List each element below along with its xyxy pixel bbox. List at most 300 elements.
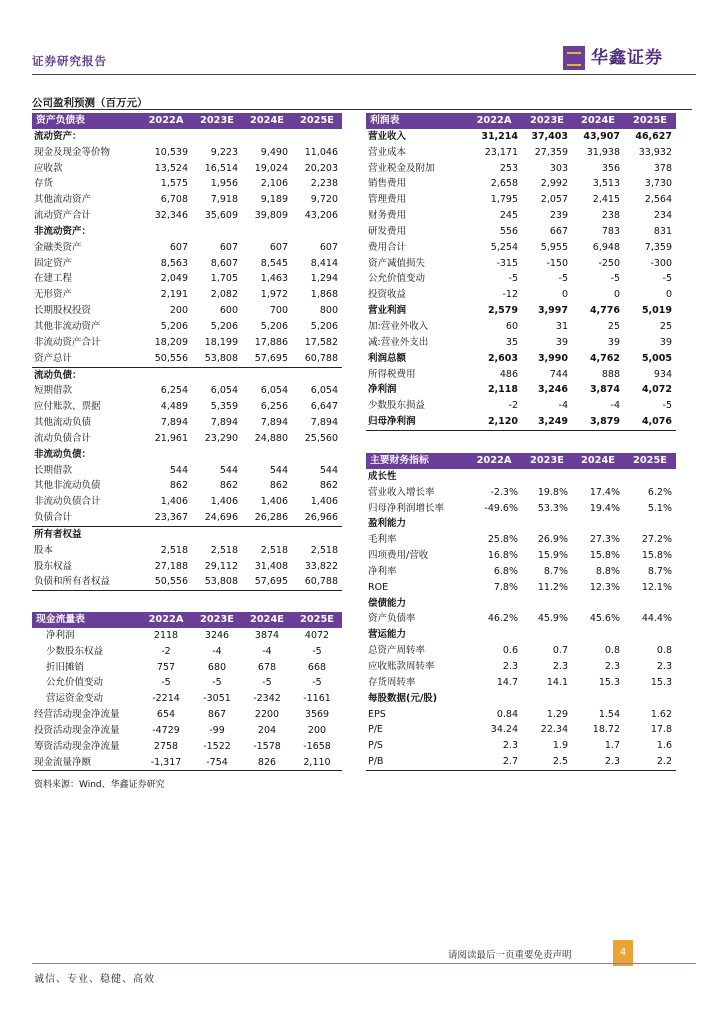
cell-value [140,224,192,240]
row-label: 筹资活动现金净流量 [34,740,120,752]
income-statement-table [366,113,676,431]
cell-value [466,691,522,707]
report-type-label: 证券研究报告 [32,54,107,68]
table-row [32,367,342,383]
cell-value: 6,054 [260,385,288,397]
cell-value [242,129,292,145]
cash-flow-table [32,612,342,771]
cell-value: 8.8% [595,565,620,577]
cell-value [242,367,292,383]
cell-value: 678 [257,661,277,673]
cell-value: 1.7 [604,740,620,752]
cell-value: 3,249 [522,414,572,430]
row-label: 投资活动现金净流量 [34,724,120,736]
cell-value: 607 [169,241,188,253]
row-label: 流动负债合计 [34,432,92,444]
cell-value: -2 [508,400,518,412]
cell-value: 53.3% [537,502,568,514]
row-label: 加:营业外收入 [368,320,429,332]
cell-value: -2 [161,645,171,657]
table-row [366,192,676,208]
table-row [366,256,676,272]
income-statement-title: 利润表 [366,113,466,129]
cell-value: 4,072 [641,384,672,396]
cell-value: 544 [269,464,288,476]
table-row [366,659,676,675]
cell-value: 45.9% [537,613,568,625]
table-row [366,176,676,192]
table-row [366,643,676,659]
cell-value: 253 [499,162,518,174]
table-row [32,463,342,479]
cell-value: 2,518 [310,544,338,556]
cell-value: 31,938 [586,146,620,158]
table-row [32,256,342,272]
cell-value: 0.8 [656,645,672,657]
cell-value: 33,822 [304,560,338,572]
table-row [32,319,342,335]
cell-value: 7,918 [210,194,238,206]
cell-value [624,627,676,643]
row-label: 资产减值损失 [368,257,426,269]
cell-value [192,526,242,542]
table-row [366,161,676,177]
footer-motto: 诚信、专业、稳健、高效 [34,974,155,985]
cell-value: 862 [319,480,338,492]
row-label: 公允价值变动 [368,273,426,285]
table-row [32,335,342,351]
row-label: 非流动负债： [34,448,92,460]
cell-value: 15.3 [598,676,620,688]
row-label: 应付账款、票据 [34,401,101,413]
row-label: 净利率 [368,565,397,577]
cell-value: -99 [209,724,225,736]
row-label: 短期借款 [34,385,73,397]
cell-value: 2200 [254,709,280,721]
row-label: 负债和所有者权益 [32,574,140,590]
cell-value: -3051 [203,693,231,705]
cell-value: 16,514 [204,162,238,174]
row-label: 偿债能力 [368,597,407,609]
year-header: 2024E [572,113,624,129]
cell-value: 9,490 [260,146,288,158]
cell-value: 15.8% [589,550,620,562]
row-label: 营运能力 [368,629,407,641]
key-indicators-table [366,453,676,771]
cell-value: 668 [307,661,327,673]
cell-value [572,627,624,643]
row-label: 所得税费用 [368,368,416,380]
cell-value: -2214 [152,693,180,705]
cell-value [192,224,242,240]
cell-value: 50,556 [154,352,188,364]
cell-value: 2,057 [540,194,568,206]
cell-value: 544 [219,464,238,476]
cell-value: 680 [207,661,227,673]
cell-value: 33,932 [638,146,672,158]
cell-value: -4729 [152,724,180,736]
table-row [366,485,676,501]
cell-value: 23,290 [204,432,238,444]
cell-value: 4,076 [624,414,676,430]
table-row [32,271,342,287]
row-label: P/B [366,754,466,770]
cell-value [572,469,624,485]
row-label: 经营活动现金净流量 [34,709,120,721]
row-label: 股本 [34,544,54,556]
cell-value: 862 [269,480,288,492]
cell-value [466,469,522,485]
row-label: 其他非流动负债 [34,480,101,492]
cell-value: -4 [212,645,222,657]
cell-value: 5,206 [260,320,288,332]
cell-value: 2,120 [466,414,522,430]
cell-value: 2,564 [644,194,672,206]
cell-value: 24,696 [204,512,238,524]
cell-value: 7.8% [493,581,518,593]
table-row [366,580,676,596]
cell-value: 2,191 [160,289,188,301]
cell-value: 1.6 [656,740,672,752]
cell-value: 27.3% [589,534,620,546]
cell-value: 2,658 [490,178,518,190]
cell-value: 24,880 [254,432,288,444]
cell-value: 0.84 [496,708,518,720]
cell-value [522,627,572,643]
table-row [366,675,676,691]
table-row [32,351,342,367]
row-label: 流动资产合计 [34,210,92,222]
cell-value: -250 [598,257,620,269]
cell-value [242,224,292,240]
cell-value: 544 [169,464,188,476]
cell-value: 3569 [304,709,330,721]
cell-value: 2.3 [604,660,620,672]
cell-value: 200 [307,724,327,736]
company-logo [563,44,693,74]
cell-value: 1,575 [160,178,188,190]
table-row [32,559,342,575]
cell-value: 607 [219,241,238,253]
cell-value: 9,720 [310,194,338,206]
cell-value: 2,106 [260,178,288,190]
cell-value: 667 [549,225,568,237]
row-label: 毛利率 [368,534,397,546]
cell-value: 6,054 [310,385,338,397]
row-label: 流动资产： [34,130,82,142]
cell-value: 2.3 [502,660,518,672]
cell-value: 700 [269,305,288,317]
cell-value: -1,317 [140,755,192,771]
table-row [366,382,676,398]
cell-value: -1522 [203,740,231,752]
row-label: 投资收益 [368,289,407,301]
cell-value: -5 [610,273,620,285]
cell-value: 5,359 [210,401,238,413]
cell-value: 31,214 [481,130,518,142]
cell-value: -5 [662,400,672,412]
cell-value: 1,406 [210,496,238,508]
cell-value: 8.7% [543,565,568,577]
cell-value: 1.9 [552,740,568,752]
row-label: 营业收入增长率 [368,486,435,498]
cell-value: 17,582 [304,336,338,348]
row-label: 四项费用/营收 [368,550,429,562]
cell-value: 26,286 [254,512,288,524]
cell-value: 18,209 [154,336,188,348]
cell-value: -2.3% [490,486,518,498]
cell-value: 60,788 [292,574,342,590]
cell-value [140,526,192,542]
row-label: 营运资金变动 [46,693,104,705]
year-header: 2023E [522,113,572,129]
cell-value: 15.8% [641,550,672,562]
table-row [32,176,342,192]
cell-value: 0 [561,289,568,301]
cell-value: 4,776 [589,305,620,317]
cell-value: 2118 [153,629,179,641]
cell-value [572,596,624,612]
cell-value: 5,254 [490,241,518,253]
cell-value: 888 [601,368,620,380]
cell-value: 16.8% [487,550,518,562]
table-row [32,478,342,494]
cell-value: 2.2 [624,754,676,770]
cell-value: -5 [262,677,272,689]
cell-value [624,596,676,612]
cell-value: 862 [219,480,238,492]
cell-value: 3,246 [537,384,568,396]
row-label: 营业收入 [368,130,407,142]
cell-value [140,129,192,145]
cash-flow-title: 现金流量表 [32,612,140,628]
cell-value [242,526,292,542]
cell-value [572,516,624,532]
year-header: 2024E [242,113,292,129]
row-label: 非流动资产： [34,225,92,237]
year-header: 2022A [466,453,522,469]
cell-value: 3874 [254,629,280,641]
row-label: 现金及现金等价物 [34,146,111,158]
cell-value: 39 [659,336,672,348]
cell-value: 356 [601,162,620,174]
cell-value: 25 [607,320,620,332]
cell-value: 53,808 [204,352,238,364]
cell-value: 5,005 [641,352,672,364]
cell-value [522,691,572,707]
row-label: 费用合计 [368,241,407,253]
table-row [32,660,342,676]
cell-value: 6,948 [592,241,620,253]
table-row [366,754,676,770]
cell-value: 2.3 [656,660,672,672]
cell-value: 1,705 [210,273,238,285]
cell-value: 17,886 [254,336,288,348]
table-row [32,675,342,691]
table-row [366,287,676,303]
cell-value: 26,966 [304,512,338,524]
cell-value: 1,294 [310,273,338,285]
year-header: 2022A [466,113,522,129]
cell-value: 8,545 [260,257,288,269]
cell-value: 5,206 [210,320,238,332]
table-row [32,129,342,145]
row-label: 成长性 [368,470,397,482]
row-label: 非流动资产合计 [34,336,101,348]
cell-value: 607 [319,241,338,253]
cell-value: 10,539 [154,146,188,158]
cell-value: 46.2% [487,613,518,625]
table-row [32,691,342,707]
cell-value: 2,603 [487,352,518,364]
cell-value: -5 [558,273,568,285]
cell-value: 2,110 [292,755,342,771]
row-label: 负债合计 [34,512,73,524]
cell-value: 1,972 [260,289,288,301]
row-label: 总资产周转率 [368,645,426,657]
row-label: 销售费用 [368,178,407,190]
cell-value [572,691,624,707]
cell-value [292,129,342,145]
cell-value: -5 [212,677,222,689]
cell-value: 862 [169,480,188,492]
table-row [366,722,676,738]
table-row [32,192,342,208]
cell-value: -49.6% [484,502,518,514]
cell-value: 2,518 [260,544,288,556]
table-row [32,447,342,463]
cell-value: 57,695 [254,352,288,364]
cell-value: 757 [156,661,176,673]
cell-value: 9,223 [210,146,238,158]
cell-value: 2.5 [522,754,572,770]
cell-value: 3,874 [589,384,620,396]
cell-value: 27.2% [641,534,672,546]
table-row [366,129,676,145]
table-row [32,383,342,399]
cell-value: 744 [549,368,568,380]
cell-value: 2,518 [160,544,188,556]
cell-value: 3,513 [592,178,620,190]
table-row [366,414,676,430]
table-row [32,208,342,224]
table-row [366,516,676,532]
cell-value: 37,403 [531,130,568,142]
cell-value: 7,894 [210,417,238,429]
cell-value: 25 [659,320,672,332]
cell-value: 25.8% [487,534,518,546]
cell-value: 867 [207,709,227,721]
cell-value: 8,563 [160,257,188,269]
cell-value [192,129,242,145]
cell-value: 35 [505,336,518,348]
row-label: 营业成本 [368,146,407,158]
table-row [366,351,676,367]
row-label: 资产总计 [34,352,73,364]
cell-value: 245 [499,210,518,222]
cell-value: 2758 [153,740,179,752]
year-header: 2025E [292,612,342,628]
table-row [366,548,676,564]
cell-value: -4 [558,400,568,412]
row-label: P/S [368,740,383,752]
cell-value: 2,992 [540,178,568,190]
cell-value: 1.29 [546,708,568,720]
cell-value: 31,408 [254,560,288,572]
cell-value [624,691,676,707]
cell-value: 826 [242,755,292,771]
cell-value: 2,518 [210,544,238,556]
cell-value: 43,907 [583,130,620,142]
forecast-title: 公司盈利预测（百万元） [32,97,148,109]
row-label: 净利润 [368,384,397,396]
year-header: 2024E [572,453,624,469]
cell-value: 1,868 [310,289,338,301]
cell-value [292,447,342,463]
cell-value: -4 [610,400,620,412]
cell-value: 200 [169,305,188,317]
cell-value: -300 [650,257,672,269]
cell-value: 556 [499,225,518,237]
cell-value: -5 [662,273,672,285]
row-label: 每股数据(元/股) [368,692,438,704]
table-row [32,303,342,319]
table-row [32,161,342,177]
cell-value: 7,359 [644,241,672,253]
table-row [366,335,676,351]
row-label: EPS [368,708,386,720]
row-label: 归母净利润 [366,414,466,430]
year-header: 2024E [242,612,292,628]
cell-value: 31 [555,320,568,332]
cell-value: 32,346 [154,210,188,222]
cell-value: 53,808 [192,574,242,590]
year-header: 2023E [192,113,242,129]
cell-value: -1658 [303,740,331,752]
cell-value: 15.9% [537,550,568,562]
cell-value: 831 [653,225,672,237]
cell-value: 19.4% [589,502,620,514]
key-indicators-title: 主要财务指标 [366,453,466,469]
cell-value: 8,607 [210,257,238,269]
table-row [366,319,676,335]
cell-value [624,469,676,485]
table-row [32,240,342,256]
cell-value: 26.9% [537,534,568,546]
table-row [366,367,676,383]
cell-value: 8.7% [647,565,672,577]
row-label: 其他流动负债 [34,417,92,429]
cell-value: 13,524 [154,162,188,174]
row-label: ROE [368,581,389,593]
table-row [32,431,342,447]
row-label: 非流动负债合计 [34,496,101,508]
cell-value: -2342 [253,693,281,705]
cell-value: -5 [312,677,322,689]
table-row [366,469,676,485]
table-row [32,510,342,526]
year-header: 2025E [624,113,676,129]
row-label: 少数股东权益 [46,645,104,657]
year-header: 2025E [624,453,676,469]
cell-value: 239 [549,210,568,222]
cell-value: 8,414 [310,257,338,269]
cell-value: 1,406 [160,496,188,508]
cell-value: 2.3 [552,660,568,672]
cell-value: 4,489 [160,401,188,413]
cell-value: 22.34 [540,724,568,736]
row-label: 公允价值变动 [46,677,104,689]
